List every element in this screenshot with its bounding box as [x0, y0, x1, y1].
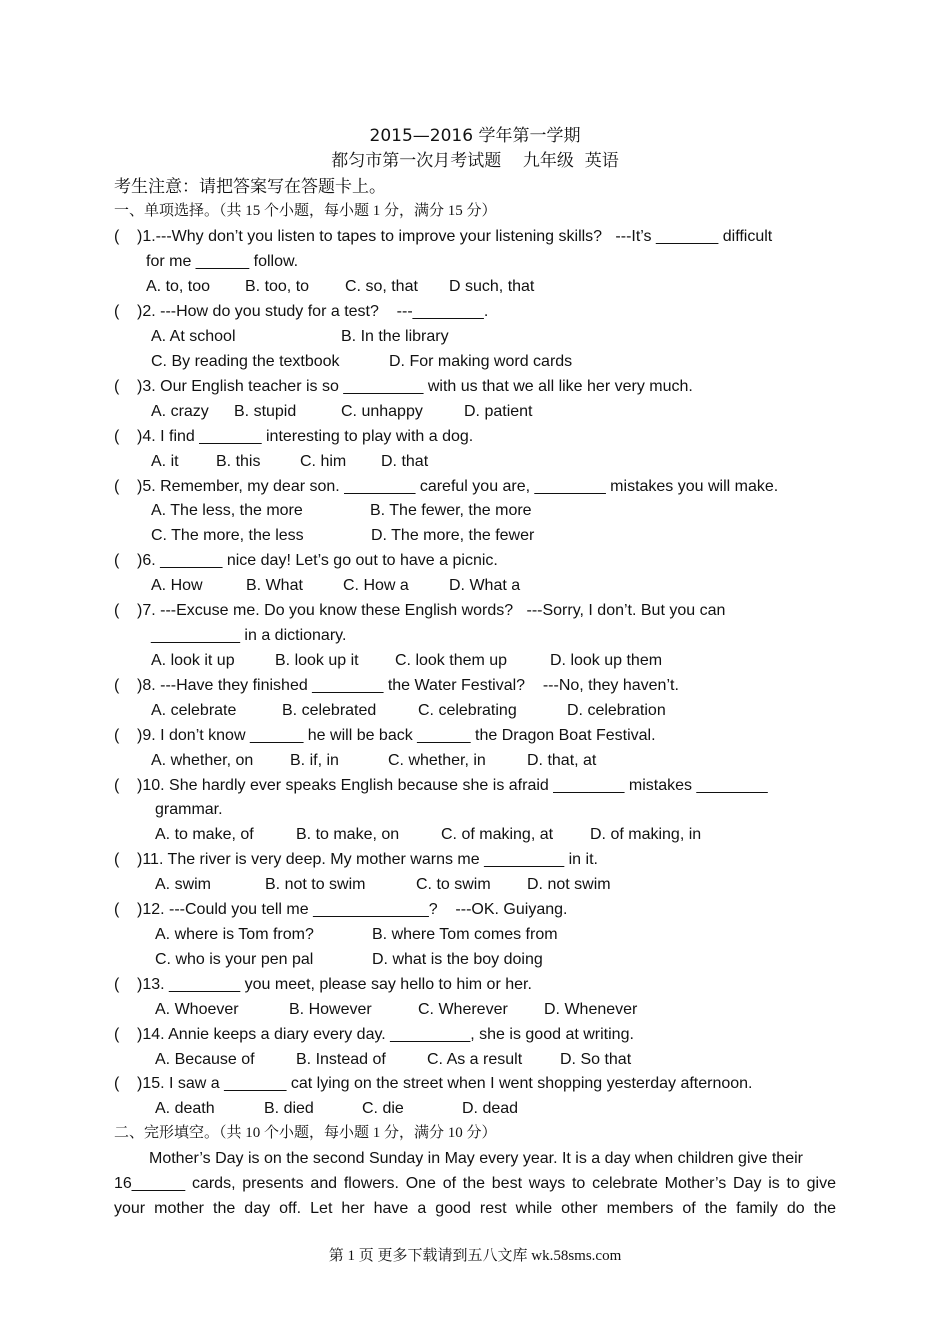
question-stem: )12. ---Could you tell me _____________? ---OK. Guiyang. [137, 901, 568, 918]
option-a: A. to, too [146, 278, 211, 295]
answer-paren[interactable]: ( [114, 303, 120, 320]
question-stem: )5. Remember, my dear son. ________ careful you are, ________ mistakes you will make. [137, 478, 779, 495]
option-b: B. stupid [234, 403, 297, 420]
option-b: B. died [264, 1100, 314, 1117]
option-d: D. of making, in [590, 826, 702, 843]
option-a: A. it [151, 453, 179, 470]
option-d: D. For making word cards [389, 353, 573, 370]
answer-paren[interactable]: ( [114, 228, 120, 245]
question-stem-cont: for me ______ follow. [146, 253, 299, 270]
option-c: C. unhappy [341, 403, 423, 420]
question-stem: )11. The river is very deep. My mother warns me _________ in it. [137, 851, 598, 868]
notice: 考生注意：请把答案写在答题卡上。 [114, 177, 386, 196]
question-stem: )8. ---Have they finished ________ the Water Festival? ---No, they haven’t. [137, 677, 679, 694]
answer-paren[interactable]: ( [114, 677, 120, 694]
option-b: B. However [289, 1001, 372, 1018]
option-c: C. celebrating [418, 702, 517, 719]
answer-paren[interactable]: ( [114, 727, 120, 744]
option-c: C. look them up [395, 652, 508, 669]
question-stem: )6. _______ nice day! Let’s go out to have a picnic. [137, 552, 498, 569]
option-d: D. look up them [550, 652, 663, 669]
option-c: C. so, that [345, 278, 418, 295]
section-2-heading: 二、完形填空。（共 10 个小题，每小题 1 分，满分 10 分） [114, 1125, 497, 1141]
option-a: A. How [151, 577, 203, 594]
option-d: D. Whenever [544, 1001, 638, 1018]
option-a: A. look it up [151, 652, 235, 669]
option-a: A. The less, the more [151, 502, 303, 519]
option-a: A. to make, of [155, 826, 254, 843]
question-stem: )9. I don’t know ______ he will be back ______ the Dragon Boat Festival. [137, 727, 656, 744]
option-d: D. patient [464, 403, 533, 420]
answer-paren[interactable]: ( [114, 552, 120, 569]
question-stem: )4. I find _______ interesting to play with a dog. [137, 428, 474, 445]
option-a: A. swim [155, 876, 211, 893]
option-c: C. By reading the textbook [151, 353, 340, 370]
option-b: B. too, to [245, 278, 310, 295]
option-d: D. The more, the fewer [371, 527, 535, 544]
answer-paren[interactable]: ( [114, 1075, 120, 1092]
option-c: C. of making, at [441, 826, 554, 843]
option-a: A. crazy [151, 403, 209, 420]
exam-subject-title: 都匀市第一次月考试题 九年级 英语 [331, 151, 619, 171]
question-stem: )15. I saw a _______ cat lying on the street when I went shopping yesterday afternoon. [137, 1075, 753, 1092]
option-a: A. whether, on [151, 752, 254, 769]
answer-paren[interactable]: ( [114, 851, 120, 868]
option-d: D. dead [462, 1100, 519, 1117]
answer-paren[interactable]: ( [114, 777, 120, 794]
passage-line: 16______ cards, presents and flowers. One of the best ways to celebrate Mother’s Day is to give [114, 1175, 836, 1192]
option-d: D such, that [449, 278, 535, 295]
option-c: C. How a [343, 577, 409, 594]
option-a: A. Because of [155, 1051, 255, 1068]
option-c: C. whether, in [388, 752, 486, 769]
question-stem: )14. Annie keeps a diary every day. _________, she is good at writing. [137, 1026, 634, 1043]
option-b: B. if, in [290, 752, 339, 769]
option-b: B. this [216, 453, 261, 470]
question-stem: )3. Our English teacher is so _________ with us that we all like her very much. [137, 378, 693, 395]
option-a: A. Whoever [155, 1001, 239, 1018]
passage-line: your mother the day off. Let her have a good rest while other members of the family do the [114, 1200, 836, 1217]
option-c: C. who is your pen pal [155, 951, 314, 968]
answer-paren[interactable]: ( [114, 602, 120, 619]
option-a: A. death [155, 1100, 215, 1117]
option-b: B. to make, on [296, 826, 400, 843]
option-b: B. where Tom comes from [372, 926, 558, 943]
question-stem: )13. ________ you meet, please say hello to him or her. [137, 976, 532, 993]
option-d: D. not swim [527, 876, 611, 893]
option-b: B. Instead of [296, 1051, 386, 1068]
option-c: C. to swim [416, 876, 491, 893]
answer-paren[interactable]: ( [114, 976, 120, 993]
answer-paren[interactable]: ( [114, 1026, 120, 1043]
answer-paren[interactable]: ( [114, 428, 120, 445]
answer-paren[interactable]: ( [114, 478, 120, 495]
passage-line: Mother’s Day is on the second Sunday in May every year. It is a day when children give their [149, 1150, 803, 1167]
section-1-heading: 一、单项选择。（共 15 个小题，每小题 1 分，满分 15 分） [114, 203, 497, 219]
answer-paren[interactable]: ( [114, 901, 120, 918]
option-d: D. celebration [567, 702, 666, 719]
option-b: B. In the library [341, 328, 449, 345]
option-d: D. What a [449, 577, 521, 594]
option-a: A. where is Tom from? [155, 926, 314, 943]
option-a: A. celebrate [151, 702, 237, 719]
option-d: D. that, at [527, 752, 597, 769]
option-c: C. Wherever [418, 1001, 508, 1018]
question-stem-cont: grammar. [155, 801, 223, 818]
question-stem: )1.---Why don’t you listen to tapes to improve your listening skills? ---It’s _______ difficult [137, 228, 773, 245]
option-c: C. As a result [427, 1051, 523, 1068]
option-c: C. The more, the less [151, 527, 304, 544]
option-d: D. that [381, 453, 429, 470]
option-b: B. look up it [275, 652, 359, 669]
answer-paren[interactable]: ( [114, 378, 120, 395]
option-b: B. not to swim [265, 876, 366, 893]
option-c: C. die [362, 1100, 404, 1117]
question-stem: )2. ---How do you study for a test? ---________. [137, 303, 489, 320]
question-stem-cont: __________ in a dictionary. [151, 627, 347, 644]
option-d: D. So that [560, 1051, 632, 1068]
option-b: B. The fewer, the more [370, 502, 532, 519]
option-b: B. celebrated [282, 702, 377, 719]
option-a: A. At school [151, 328, 236, 345]
exam-year-title: 2015—2016 学年第一学期 [369, 126, 581, 146]
option-c: C. him [300, 453, 347, 470]
question-stem: )7. ---Excuse me. Do you know these English words? ---Sorry, I don’t. But you can [137, 602, 726, 619]
page-footer: 第 1 页 更多下载请到五八文库 wk.58sms.com [328, 1248, 622, 1264]
option-b: B. What [246, 577, 303, 594]
option-d: D. what is the boy doing [372, 951, 543, 968]
question-stem: )10. She hardly ever speaks English because she is afraid ________ mistakes ________ [137, 777, 768, 794]
